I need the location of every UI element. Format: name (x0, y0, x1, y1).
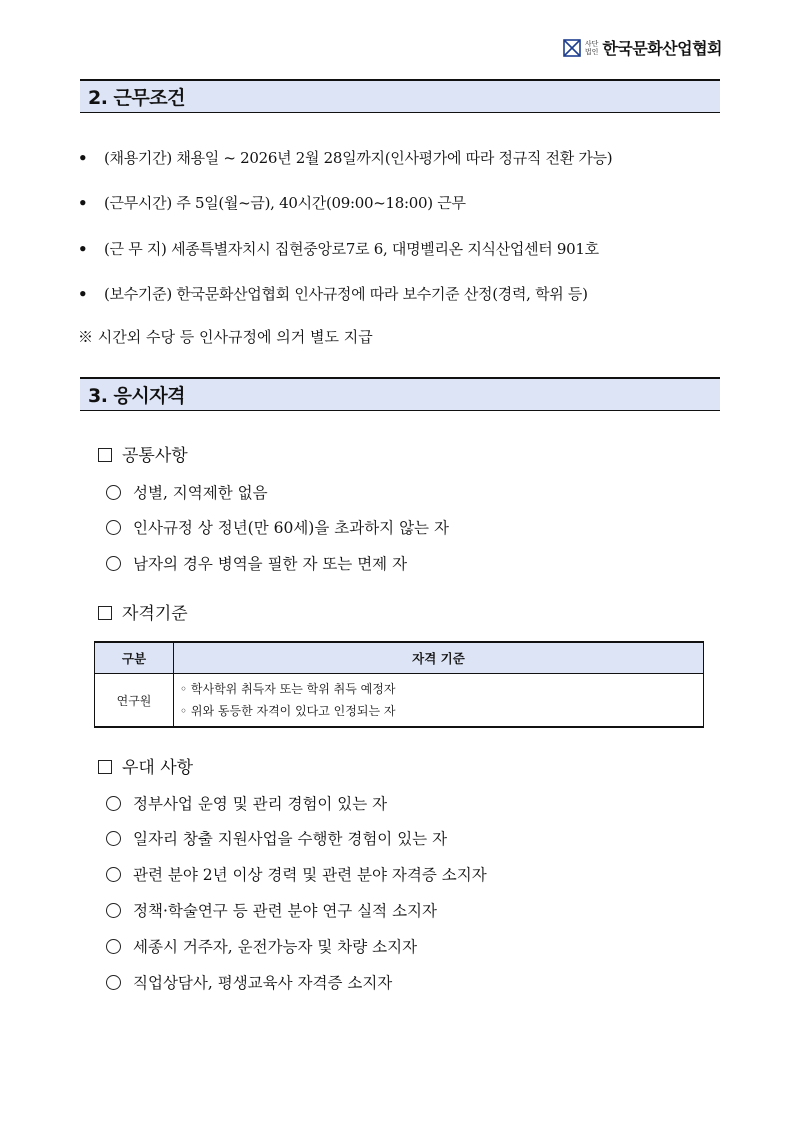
qualification-table (94, 641, 704, 728)
subheading-text: 공통사항 (122, 446, 188, 466)
circle-bullet-icon (106, 903, 121, 918)
list-item-text: 성별, 지역제한 없음 (133, 484, 268, 502)
list-item-text: 세종시 거주자, 운전가능자 및 차량 소지자 (133, 938, 418, 956)
list-item (106, 792, 387, 814)
list-item-text: 일자리 창출 지원사업을 수행한 경험이 있는 자 (133, 830, 448, 848)
circle-bullet-icon (106, 520, 121, 535)
logo-small-top: 사단 (584, 39, 599, 48)
list-item (106, 935, 417, 957)
bullet-icon: • (78, 285, 88, 303)
criteria-line: ◦ 위와 동등한 자격이 있다고 인정되는 자 (180, 704, 396, 718)
list-item-text: 남자의 경우 병역을 필한 자 또는 면제 자 (133, 555, 408, 573)
circle-bullet-icon (106, 796, 121, 811)
circle-bullet-icon (106, 556, 121, 571)
list-item (106, 516, 449, 538)
bullet-icon: • (78, 240, 88, 258)
table-cell-position: 연구원 (95, 674, 174, 728)
list-item-text: (보수기준) 한국문화산업협회 인사규정에 따라 보수기준 산정(경력, 학위 등) (104, 285, 588, 303)
list-item-text: (근무시간) 주 5일(월~금), 40시간(09:00~18:00) 근무 (104, 194, 466, 212)
section-header-working-conditions: 2. 근무조건 (80, 79, 720, 113)
checkbox-square-icon (98, 760, 112, 774)
circle-bullet-icon (106, 975, 121, 990)
criteria-line: ◦ 학사학위 취득자 또는 학위 취득 예정자 (180, 682, 396, 696)
list-item-text: 관련 분야 2년 이상 경력 및 관련 분야 자격증 소지자 (133, 866, 487, 884)
subheading-common (98, 441, 188, 466)
table-header-criteria: 자격 기준 (174, 642, 704, 674)
list-item-text: 인사규정 상 정년(만 60세)을 초과하지 않는 자 (133, 519, 449, 537)
checkbox-square-icon (98, 448, 112, 462)
list-item (106, 899, 437, 921)
subheading-criteria (98, 599, 188, 624)
list-item-text: (채용기간) 채용일 ~ 2026년 2월 28일까지(인사평가에 따라 정규직 전환 가능) (104, 149, 613, 167)
subheading-preference (98, 753, 193, 778)
table-header-row (95, 642, 704, 674)
table-header-category: 구분 (95, 642, 174, 674)
list-item-text: 정부사업 운영 및 관리 경험이 있는 자 (133, 795, 388, 813)
organization-logo (563, 36, 722, 59)
circle-bullet-icon (106, 939, 121, 954)
list-item (78, 238, 599, 259)
circle-bullet-icon (106, 867, 121, 882)
list-item-text: 정책·학술연구 등 관련 분야 연구 실적 소지자 (133, 902, 438, 920)
table-cell-criteria (174, 674, 704, 728)
list-item (78, 192, 466, 213)
logo-name: 한국문화산업협회 (602, 39, 722, 58)
bullet-icon: • (78, 149, 88, 167)
list-item (106, 481, 268, 503)
list-item (106, 971, 392, 993)
section-header-qualifications: 3. 응시자격 (80, 377, 720, 411)
table-row (95, 674, 704, 728)
logo-small-bottom: 법인 (584, 47, 599, 56)
list-item-text: 직업상담사, 평생교육사 자격증 소지자 (133, 974, 393, 992)
circle-bullet-icon (106, 485, 121, 500)
subheading-text: 자격기준 (122, 604, 188, 624)
list-item (78, 283, 588, 304)
subheading-text: 우대 사항 (122, 758, 194, 778)
list-item (106, 552, 407, 574)
list-item (106, 863, 487, 885)
logo-small-text (585, 40, 599, 56)
note-text: ※ 시간외 수당 등 인사규정에 의거 별도 지급 (78, 328, 373, 346)
checkbox-square-icon (98, 606, 112, 620)
circle-bullet-icon (106, 831, 121, 846)
logo-mark-icon (563, 39, 581, 57)
bullet-icon: • (78, 194, 88, 212)
list-item (78, 147, 612, 168)
list-item (106, 827, 447, 849)
list-item-text: (근 무 지) 세종특별자치시 집현중앙로7로 6, 대명벨리온 지식산업센터 901호 (104, 240, 599, 258)
